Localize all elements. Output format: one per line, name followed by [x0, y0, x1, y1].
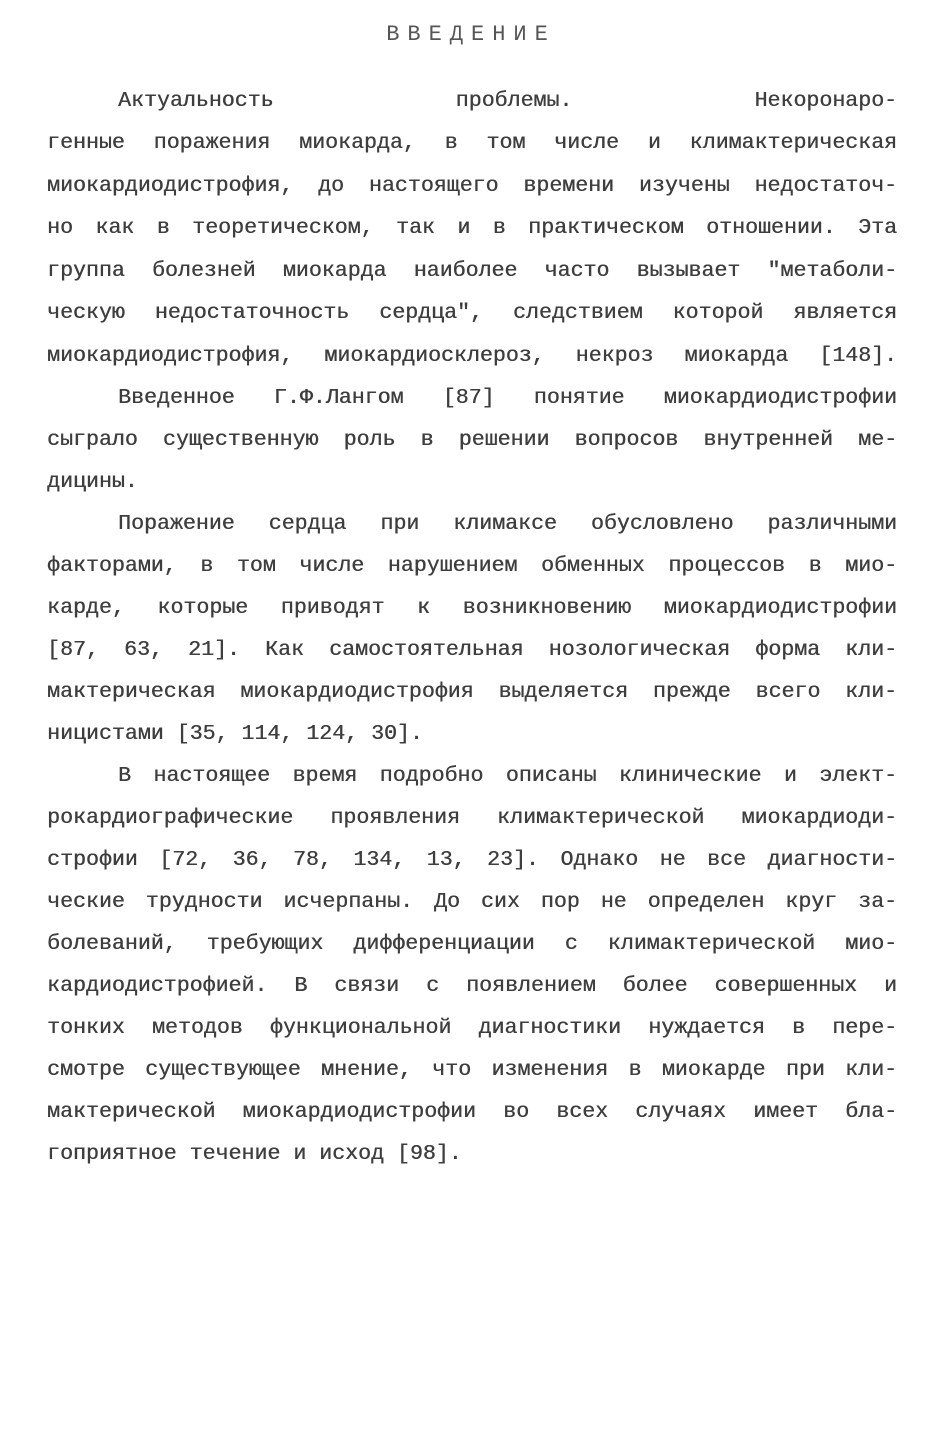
text-line: генные поражения миокарда, в том числе и климактерическая — [47, 131, 897, 155]
text-line: В настоящее время подробно описаны клинические и элект- — [118, 764, 897, 788]
text-line: гоприятное течение и исход [98]. — [47, 1142, 462, 1166]
text-line: строфии [72, 36, 78, 134, 13, 23]. Однако не все диагности- — [47, 848, 897, 872]
text-line: ницистами [35, 114, 124, 30]. — [47, 722, 423, 746]
text-line: рокардиографические проявления климактерической миокардиоди- — [47, 806, 897, 830]
text-line: кардиодистрофией. В связи с появлением более совершенных и — [47, 974, 897, 998]
text-line: Введенное Г.Ф.Лангом [87] понятие миокардиодистрофии — [118, 386, 897, 410]
text-line: ческую недостаточность сердца", следствием которой является — [47, 301, 897, 325]
text-line: Актуальность проблемы. Некоронаро- — [118, 89, 897, 113]
text-line: факторами, в том числе нарушением обменных процессов в мио- — [47, 554, 897, 578]
text-line: смотре существующее мнение, что изменения в миокарде при кли- — [47, 1058, 897, 1082]
text-line: ческие трудности исчерпаны. До сих пор не определен круг за- — [47, 890, 897, 914]
text-line: карде, которые приводят к возникновению миокардиодистрофии — [47, 596, 897, 620]
text-line: дицины. — [47, 470, 138, 494]
page-title: ВВЕДЕНИЕ — [386, 22, 556, 47]
text-line: миокардиодистрофия, миокардиосклероз, некроз миокарда [148]. — [47, 344, 897, 368]
text-line: миокардиодистрофия, до настоящего времени изучены недостаточ- — [47, 174, 897, 198]
text-line: группа болезней миокарда наиболее часто вызывает "метаболи- — [47, 259, 897, 283]
text-line: мактерической миокардиодистрофии во всех случаях имеет бла- — [47, 1100, 897, 1124]
text-line: мактерическая миокардиодистрофия выделяется прежде всего кли- — [47, 680, 897, 704]
text-line: [87, 63, 21]. Как самостоятельная нозологическая форма кли- — [47, 638, 897, 662]
text-line: болеваний, требующих дифференциации с климактерической мио- — [47, 932, 897, 956]
text-line: тонких методов функциональной диагностики нуждается в пере- — [47, 1016, 897, 1040]
text-line: сыграло существенную роль в решении вопросов внутренней ме- — [47, 428, 897, 452]
text-line: Поражение сердца при климаксе обусловлено различными — [118, 512, 897, 536]
text-line: но как в теоретическом, так и в практическом отношении. Эта — [47, 216, 897, 240]
